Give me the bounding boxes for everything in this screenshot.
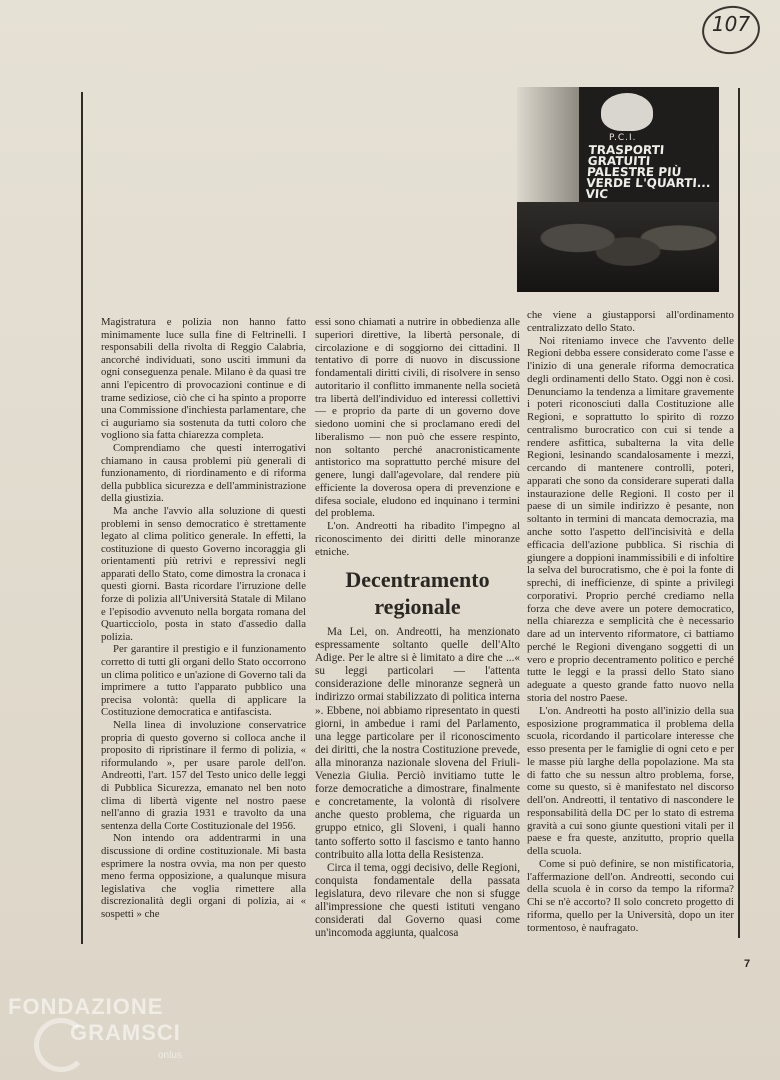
paragraph: Per garantire il prestigio e il funzionamento corretto di tutti gli organi dello Stato occorrono un clima politico e un'azione di Governo tali da imprimere a tutto l'apparato pubblico una precisa volontà: quella di applicare la Costituzione democratica e antifascista. bbox=[101, 643, 306, 719]
photo-slogan: TRASPORTI GRATUITI PALESTRE PIÙ VERDE L'QUARTI... VIC bbox=[585, 143, 712, 201]
paragraph: Come si può definire, se non mistificatoria, l'affermazione dell'on. Andreotti, secondo cui della scuola è in corso da tempo la riforma? Chi se n'è accorto? Il solo concreto progetto di riforma, quello per la Università, dopo un iter tormentoso, è naufragato. bbox=[527, 857, 734, 934]
handwritten-page-annotation: 107 bbox=[711, 12, 751, 36]
paragraph: Nella linea di involuzione conservatrice propria di questo governo si colloca anche il proposito di ripristinare il fermo di polizia, « riformulando », per usare parole dell'on. Andreotti, l'art. 157 del Testo unico delle leggi di Pubblica Sicurezza, emanato nel ben noto clima di libertà vigente nel nostro paese nell'anno di grazia 1931 e travolto da una sentenza della Corte Costituzionale del 1956. bbox=[101, 719, 306, 832]
article-column-3 bbox=[527, 309, 734, 935]
hammer-sickle-emblem-icon bbox=[601, 93, 653, 131]
left-margin-rule bbox=[81, 92, 83, 944]
paragraph: Ma anche l'avvio alla soluzione di questi problemi in senso democratico è strettamente legato al clima politico generale. In effetti, la costituzione di questo Governo incoraggia gli orientamenti più retrivi e repressivi negli apparati dello Stato, come dimostra la cronaca i questi giorni. Basta ricordare l'irruzione delle forze di polizia all'Università Statale di Milano e l'episodio avvenuto nella borgata romana del Quarticciolo, posta in stato d'assedio dalla polizia. bbox=[101, 504, 306, 643]
photo-crowd bbox=[517, 202, 719, 292]
article-column-1 bbox=[101, 316, 306, 921]
paragraph: Magistratura e polizia non hanno fatto minimamente luce sulla fine di Feltrinelli. I responsabili della rivolta di Reggio Calabria, ancorché individuati, sono usciti immuni da ogni conseguenza penale. Milano è da quasi tre anni l'epicentro di provocazioni continue e di trame sediziose, ciò che ci ha spinto a proporre una Commissione d'inchiesta parlamentare, che ci auguriamo sia sostenuta da tutti coloro che vogliono sia fatta chiarezza completa. bbox=[101, 316, 306, 442]
article-column-2-bottom bbox=[315, 626, 520, 940]
paragraph: essi sono chiamati a nutrire in obbedienza alle superiori direttive, la libertà personale, di circolazione e di soggiorno dei cittadini. Il tentativo di porre di nuovo in discussione fondamentali diritti civili, di risolvere in senso autoritario il conflitto immanente nella società tra libertà dell'individuo ed interessi collettivi — e proprio da parte di un governo dove siedono uomini che si proclamano eredi del liberalismo — non può che essere respinto, non soltanto perché anacronisticamente antistorico ma soprattutto perché misure del genere, lungi dall'agevolare, dal rendere più efficiente la doverosa opera di prevenzione e difesa sociale, eludono ed inquinano i termini del problema. bbox=[315, 316, 520, 520]
paragraph: Circa il tema, oggi decisivo, delle Regioni, conquista fondamentale della passata legislatura, devo rilevare che non si sfugge all'impressione che questi istituti vengano considerati dal Governo quasi come un'incomoda aggiunta, qualcosa bbox=[315, 861, 520, 940]
right-margin-rule bbox=[738, 88, 740, 938]
rally-photo bbox=[517, 87, 719, 292]
paragraph: L'on. Andreotti ha ribadito l'impegno al riconoscimento dei diritti delle minoranze etniche. bbox=[315, 520, 520, 558]
paragraph: Noi riteniamo invece che l'avvento delle Regioni debba essere considerato come l'asse e l'inizio di una generale riforma democratica degli ordinamenti dello Stato. Oggi non è così. Denunciamo la tendenza a limitare gravemente i poteri riconosciuti dalla Costituzione alle Regioni, e soprattutto lo spirito di rozzo centralismo burocratico con cui si tende a rendere asfittica, subalterna la vita delle Regioni, lesinando scandalosamente i mezzi, cercando di mantenere controlli, poteri, apparati che sono da considerare superati dalla instaurazione delle Regioni. Il costo per il paese di un simile indirizzo è pesante, non soltanto in termini di mancata democrazia, ma anche sotto l'aspetto dell'incisività e della efficacia dell'azione pubblica. Si rischia di giungere a doppioni inammissibili e di infoltire la selva del burocratismo, che è poi la fonte di sprechi, di inefficienze, di spinte a privilegi corporativi. Proprio perché crediamo nella forza che deve avere un potere democratico, nella chiarezza e semplicità che è necessario dare ad un intervento riformatore, ci battiamo perché le Regioni divengano soggetti di un vero e proprio decentramento politico e perché tutte le leggi e la prassi dello Stato siano adeguate a questo grande fatto nuovo nella storia del nostro Paese. bbox=[527, 334, 734, 704]
paragraph: L'on. Andreotti ha posto all'inizio della sua esposizione programmatica il problema della scuola, ricordando il particolare interesse che esso presenta per le famiglie di ogni ceto e per le masse più larghe della popolazione. Ma sta di fatto che su nessun altro problema, forse, come su questo, si è manifestato nel discorso dell'on. Andreotti, il tentativo di nascondere le responsabilità della DC per lo stato di estrema gravità a cui sono giunte questioni vitali per il paese e fra queste, anzitutto, proprio quella della scuola. bbox=[527, 704, 734, 858]
watermark-line-2: GRAMSCI bbox=[70, 1020, 181, 1045]
section-heading: Decentramento regionale bbox=[345, 567, 490, 619]
paragraph: Non intendo ora addentrarmi in una discussione di ordine costituzionale. Mi basta esprimere la nostra ovvia, ma non per questo meno ferma opposizione, a qualunque misura legislativa che voglia rimettere alla discrezionalità degli organi di polizia, ai « sospetti » che bbox=[101, 832, 306, 920]
page-number: 7 bbox=[744, 958, 751, 970]
paragraph: Ma Lei, on. Andreotti, ha menzionato espressamente soltanto quelle dell'Alto Adige. Per le altre si è limitato a dire che ...« su leggi particolari — l'attenta considerazione delle minoranze segnerà un indirizzo ormai stabilizzato di politica interna ». Ebbene, noi abbiamo ripresentato in questi giorni, in ambedue i rami del Parlamento, una legge particolare per il riconoscimento dei diritti, che la nostra Costituzione prevede, alla minoranza nazionale slovena del Friuli-Venezia Giulia. Perciò invitiamo tutte le forze democratiche a dimostrare, finalmente e concretamente, la volontà di risolvere anche questo problema, che riguarda un gruppo etnico, gli Sloveni, i quali hanno tanto sofferto sotto il fascismo e tanto hanno contribuito alla lotta della Resistenza. bbox=[315, 626, 520, 861]
watermark-line-1: FONDAZIONE bbox=[8, 994, 164, 1019]
photo-party-label: P.C.I. bbox=[609, 133, 637, 143]
paragraph: Comprendiamo che questi interrogativi chiamano in causa problemi più generali di funzionamento, di riordinamento e di riforma della pubblica sicurezza e dell'amministrazione della giustizia. bbox=[101, 441, 306, 505]
article-column-2-top bbox=[315, 316, 520, 559]
paragraph: che viene a giustapporsi all'ordinamento centralizzato dello Stato. bbox=[527, 309, 734, 334]
watermark-line-3: onlus bbox=[158, 1050, 182, 1061]
